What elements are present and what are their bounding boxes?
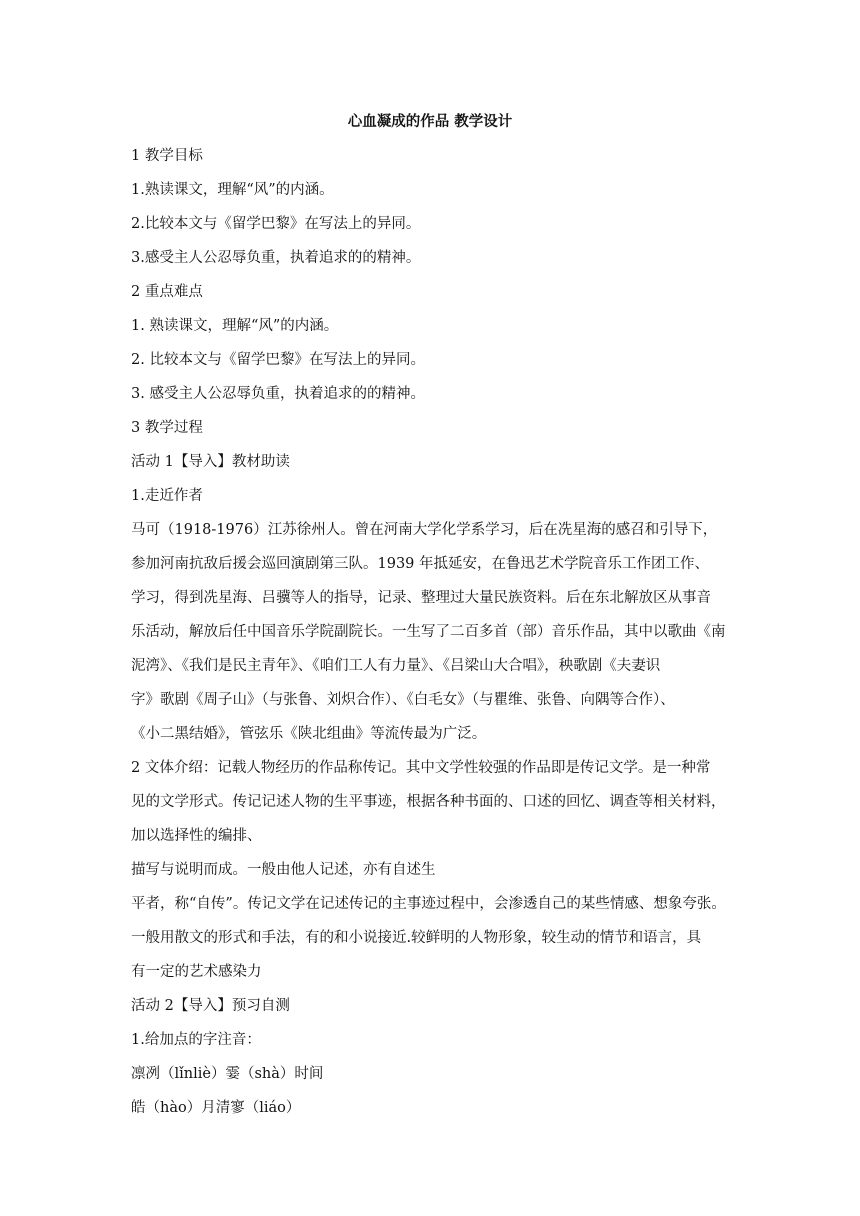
- section-heading-process: 3 教学过程: [131, 420, 203, 436]
- key-point-item: 3. 感受主人公忍辱负重，执着追求的的精神。: [131, 386, 425, 402]
- paragraph-line: 乐活动，解放后任中国音乐学院副院长。一生写了二百多首（部）音乐作品，其中以歌曲《南: [131, 624, 726, 640]
- paragraph-line: 描写与说明而成。一般由他人记述，亦有自述生: [131, 862, 436, 878]
- objective-item: 3.感受主人公忍辱负重，执着追求的的精神。: [131, 250, 421, 266]
- paragraph-line: 有一定的艺术感染力: [131, 964, 262, 980]
- document-title: 心血凝成的作品 教学设计: [347, 114, 513, 130]
- document-body: [131, 145, 741, 1131]
- paragraph-line: 一般用散文的形式和手法，有的和小说接近.较鲜明的人物形象，较生动的情节和语言，具: [131, 930, 702, 946]
- exercise-heading: 1.给加点的字注音：: [131, 1032, 261, 1048]
- paragraph-line: 《小二黑结婚》，管弦乐《陕北组曲》等流传最为广泛。: [131, 726, 487, 742]
- section-heading-key-points: 2 重点难点: [131, 284, 203, 300]
- paragraph-line: 平者，称“自传”。传记文学在记述传记的主事迹过程中，会渗透自己的某些情感、想象夸张。: [131, 896, 726, 912]
- objective-item: 1.熟读课文，理解“风”的内涵。: [131, 182, 334, 198]
- paragraph-line: 见的文学形式。传记记述人物的生平事迹，根据各种书面的、口述的回忆、调查等相关材料，: [131, 794, 726, 810]
- paragraph-line: 字》歌剧《周子山》（与张鲁、刘炽合作）、《白毛女》（与瞿维、张鲁、向隅等合作）、: [131, 692, 675, 708]
- paragraph-line: 泥湾》、《我们是民主青年》、《咱们工人有力量》、《吕梁山大合唱》，秧歌剧《夫妻识: [131, 658, 661, 674]
- section-heading-objectives: 1 教学目标: [131, 148, 203, 164]
- subsection-heading: 1.走近作者: [131, 488, 203, 504]
- paragraph-line: 加以选择性的编排、: [131, 828, 262, 844]
- objective-item: 2.比较本文与《留学巴黎》在写法上的异同。: [131, 216, 421, 232]
- activity-heading: 活动 1【导入】教材助读: [131, 454, 290, 470]
- paragraph-line: 学习，得到冼星海、吕骥等人的指导，记录、整理过大量民族资料。后在东北解放区从事音: [131, 590, 711, 606]
- key-point-item: 1. 熟读课文，理解“风”的内涵。: [131, 318, 339, 334]
- paragraph-line: 马可（1918-1976）江苏徐州人。曾在河南大学化学系学习，后在冼星海的感召和引导下，: [131, 522, 718, 538]
- exercise-item: 皓（hào）月清寥（liáo）: [131, 1100, 301, 1116]
- paragraph-line: 2 文体介绍：记载人物经历的作品称传记。其中文学性较强的作品即是传记文学。是一种常: [131, 760, 711, 776]
- key-point-item: 2. 比较本文与《留学巴黎》在写法上的异同。: [131, 352, 425, 368]
- paragraph-line: 参加河南抗敌后援会巡回演剧第三队。1939 年抵延安，在鲁迅艺术学院音乐工作团工作、: [131, 556, 710, 572]
- exercise-item: 凛冽（lǐnliè）霎（shà）时间: [131, 1066, 324, 1082]
- activity-heading: 活动 2【导入】预习自测: [131, 998, 290, 1014]
